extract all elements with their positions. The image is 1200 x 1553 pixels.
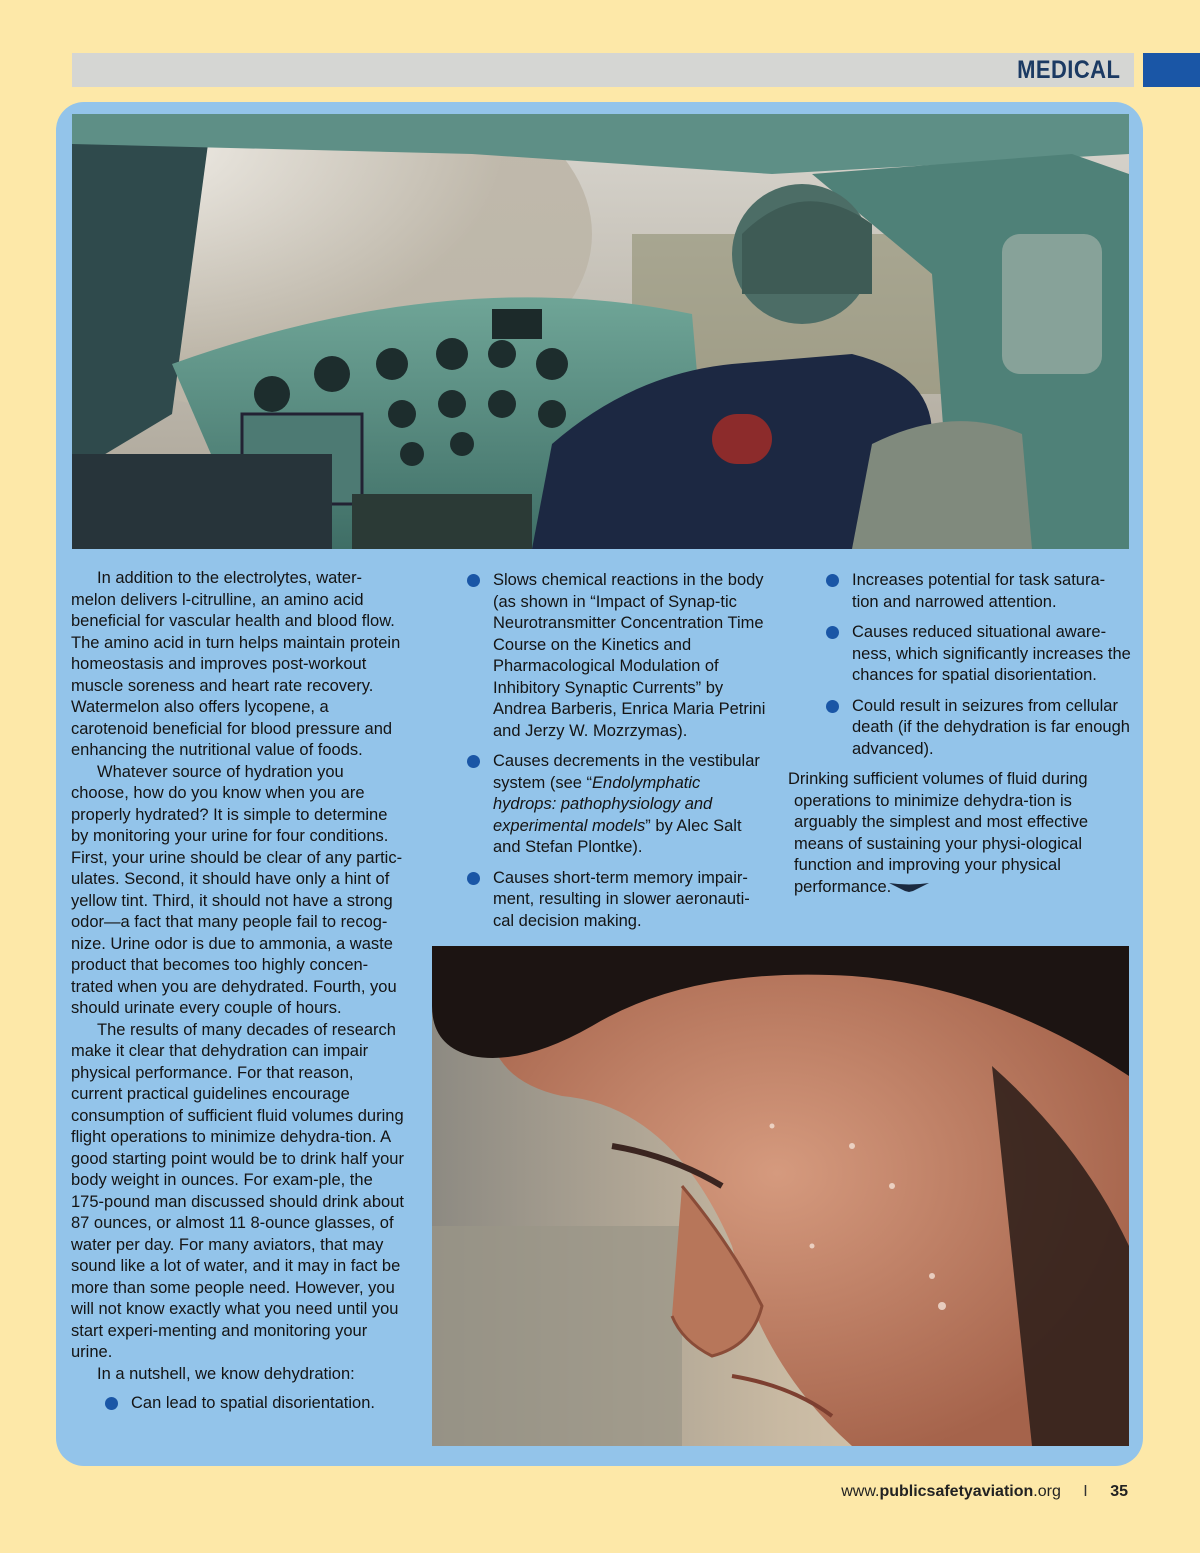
bullet-item bbox=[467, 868, 767, 933]
bullet-item bbox=[105, 1393, 406, 1415]
article-column-1 bbox=[71, 568, 406, 1424]
bullet-item bbox=[467, 570, 767, 742]
page-number: 35 bbox=[1110, 1483, 1128, 1500]
wings-icon bbox=[895, 877, 929, 899]
article-column-2 bbox=[467, 570, 767, 941]
body-paragraph: Whatever source of hydration you choose, how do you know when you are properly hydrated? It is simple to determine by monitoring your urine for four conditions. First, your urine should be clear of any partic-ulates. Second, it should have only a hint of yellow tint. Third, it should not have a strong odor—a fact that many people fail to recog-nize. Urine odor is due to ammonia, a waste product that becomes too highly concen-trated when you are dehydrated. Fourth, you should urinate every couple of hours. bbox=[71, 762, 403, 1017]
bullet-text: Increases potential for task satura-tion and narrowed attention. bbox=[852, 571, 1106, 611]
bullet-text: Slows chemical reactions in the body (as shown in “Impact of Synap-tic Neurotransmitter Concentration Time Course on the Kinetics and Pharmacological Modulation of Inhibitory Synaptic Currents” by Andrea Barberis, Enrica Maria Petrini and Jerzy W. Mozrzymas). bbox=[493, 571, 766, 740]
sweating-man-photo bbox=[432, 946, 1129, 1446]
bullet-text: ” by Alec Salt and Stefan Plontke). bbox=[493, 816, 742, 856]
bullet-text: Can lead to spatial disorientation. bbox=[131, 1394, 375, 1412]
article-column-3 bbox=[788, 570, 1131, 898]
bullet-item bbox=[467, 751, 767, 859]
bullet-item bbox=[826, 570, 1131, 613]
bullet-text: Causes short-term memory impair-ment, resulting in slower aeronauti-cal decision making. bbox=[493, 868, 750, 930]
bullet-dot-icon bbox=[467, 755, 480, 768]
bullet-item bbox=[826, 622, 1131, 687]
bullet-dot-icon bbox=[467, 574, 480, 587]
helicopter-cockpit-photo bbox=[72, 114, 1129, 549]
footer-url-prefix: www. bbox=[841, 1483, 880, 1500]
bullet-text: Causes reduced situational aware-ness, which significantly increases the chances for spatial disorientation. bbox=[852, 623, 1131, 684]
header-accent-block bbox=[1143, 53, 1200, 87]
header-bar bbox=[72, 53, 1134, 87]
bullet-dot-icon bbox=[826, 574, 839, 587]
body-paragraph: In a nutshell, we know dehydration: bbox=[97, 1364, 355, 1383]
closing-text: Drinking sufficient volumes of fluid during operations to minimize dehydra-tion is arguably the simplest and most effective means of sustaining your physi-ological function and improving your physical performance. bbox=[788, 770, 1089, 896]
bullet-text: Causes decrements in the vestibular system (see “ bbox=[493, 752, 760, 792]
bullet-dot-icon bbox=[105, 1397, 118, 1410]
bullet-item bbox=[826, 696, 1131, 761]
bullet-dot-icon bbox=[467, 872, 480, 885]
bullet-text: Could result in seizures from cellular death (if the dehydration is far enough advanced). bbox=[852, 696, 1130, 758]
bullet-list bbox=[71, 1393, 406, 1415]
footer-url-suffix: .org bbox=[1033, 1483, 1061, 1500]
footer-separator: I bbox=[1083, 1483, 1088, 1500]
section-label: MEDICAL bbox=[1016, 56, 1120, 84]
bullet-dot-icon bbox=[826, 626, 839, 639]
bullet-dot-icon bbox=[826, 700, 839, 713]
body-paragraph: The results of many decades of research make it clear that dehydration can impair physical performance. For that reason, current practical guidelines encourage consumption of sufficient fluid volumes during flight operations to minimize dehydra-tion. A good starting point would be to drink half your body weight in ounces. For exam-ple, the 175-pound man discussed should drink about 87 ounces, or almost 11 8-ounce glasses, of water per day. For many aviators, that may sound like a lot of water, and it may in fact be more than some people need. However, you will not know exactly what you need until you start experi-menting and monitoring your urine. bbox=[71, 1020, 404, 1361]
body-paragraph: In addition to the electrolytes, water-melon delivers l-citrulline, an amino acid beneficial for vascular health and blood flow. The amino acid in turn helps maintain protein homeostasis and improves post-workout muscle soreness and heart rate recovery. Watermelon also offers lycopene, a carotenoid beneficial for blood pressure and enhancing the nutritional value of foods. bbox=[71, 569, 401, 759]
footer-url-domain: publicsafetyaviation bbox=[879, 1483, 1034, 1500]
citation-title: Endolymphatic hydrops: pathophysiology and experimental models bbox=[493, 773, 713, 835]
closing-paragraph bbox=[788, 769, 1131, 898]
page-footer bbox=[841, 1483, 1128, 1501]
